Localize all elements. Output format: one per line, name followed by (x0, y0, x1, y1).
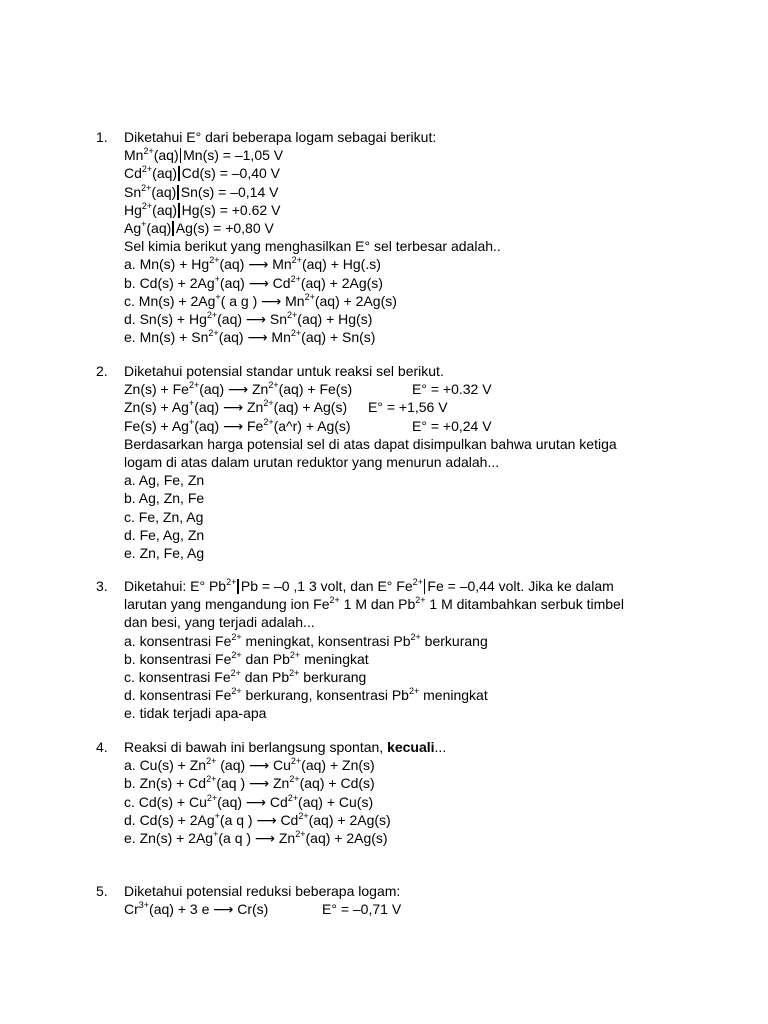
question-1 (96, 128, 696, 346)
reaction-row: Fe(s) + Ag+(aq) ⟶ $Fe^{2+}(a\^{}r) + Ag(s) E^\circ = +0,24$ V (124, 416, 492, 434)
option-a[interactable]: a. Ag, Fe, Zn (124, 472, 205, 489)
option-b[interactable]: b. Ag, Zn, Fe (124, 490, 205, 507)
question-stem: dan besi, yang terjadi adalah... (124, 614, 315, 631)
option-b[interactable]: b. $Zn(s) + Cd^{2+}(aq$ ) ⟶ $Zn^{2+}(aq) + Cd(s)$ (124, 774, 375, 792)
question-text: Berdasarkan harga potensial sel di atas dapat disimpulkan bahwa urutan ketiga (124, 435, 617, 452)
option-d[interactable]: d. Cd(s) + 2Ag+(a q ) ⟶ $Cd^{2+}(aq) + 2Ag(s)$ (124, 810, 391, 828)
potential-row: Ag+(aq) Ag(s) = +0,80 V (124, 218, 274, 236)
question-2 (96, 362, 696, 562)
question-4 (96, 738, 696, 847)
option-d[interactable]: d. $Sn(s) + Hg^{2+}(aq)$ ⟶ $Sn^{2+}(aq) + Hg(s)$ (124, 309, 373, 327)
option-a[interactable]: a. $Cu(s) + Zn^{2+}$ (aq) ⟶ $Cu^{2+}(aq) + Zn(s)$ (124, 756, 375, 774)
option-c[interactable]: c. Mn(s) + 2Ag+( a g ) ⟶ $Mn^{2+}(aq) + 2Ag(s)$ (124, 291, 397, 309)
option-d[interactable]: d. Fe, Ag, Zn (124, 526, 205, 543)
question-text: Sel kimia berikut yang menghasilkan E° sel terbesar adalah.. (124, 238, 501, 255)
answer-options (124, 471, 696, 562)
option-b[interactable]: b. Cd(s) + 2Ag+(aq) ⟶ $Cd^{2+}(aq) + 2Ag(s)$ (124, 273, 383, 291)
question-intro: Diketahui potensial reduksi beberapa logam: (124, 883, 401, 899)
option-e[interactable]: e. tidak terjadi apa-apa (124, 705, 267, 722)
question-stem: Reaksi di bawah ini berlangsung spontan, kecuali... (124, 739, 447, 755)
option-a[interactable]: a. $Mn(s) + Hg^{2+}(aq)$ ⟶ $Mn^{2+}(aq) + Hg(.s)$ (124, 255, 381, 273)
potential-row: $Hg^{2+}(aq) Hg(s) = +0.62$ V (124, 200, 281, 218)
question-intro: Diketahui potensial standar untuk reaksi sel berikut. (124, 363, 444, 379)
question-text: logam di atas dalam urutan reduktor yang menurun adalah... (124, 453, 500, 470)
question-number: 5. (96, 883, 108, 899)
option-d[interactable]: d. konsentrasi $Fe^{2+}$ berkurang, konsentrasi $Pb^{2+}$ meningkat (124, 686, 488, 704)
option-e[interactable]: e. Zn(s) + 2Ag+(a q ) ⟶ $Zn^{2+}(aq) + 2Ag(s)$ (124, 828, 388, 846)
reaction-list (124, 380, 696, 435)
option-e[interactable]: e. $Mn(s) + Sn^{2+}(aq)$ ⟶ $Mn^{2+}(aq) + Sn(s)$ (124, 328, 376, 346)
question-number: 4. (96, 739, 108, 755)
answer-options (124, 756, 696, 847)
option-a[interactable]: a. konsentrasi $Fe^{2+}$ meningkat, konsentrasi $Pb^{2+}$ berkurang (124, 631, 488, 649)
question-stem: larutan yang mengandung ion $Fe^{2+}$ 1 M dan $Pb^{2+}$ 1 M ditambahkan serbuk timbel (124, 595, 624, 613)
question-number: 3. (96, 578, 108, 594)
reaction-row: Zn(s) + Ag+(aq) ⟶ $Zn^{2+}(aq) + Ag(s) E^\circ = +1,56$ V (124, 398, 448, 416)
question-stem: Diketahui: E° $Pb^{2+}$ Pb = –0 ,1 3 volt, dan E° $Fe^{2+}$ Fe = –0,44 volt. Jika ke dalam (124, 577, 614, 594)
option-c[interactable]: c. Fe, Zn, Ag (124, 508, 204, 525)
question-number: 2. (96, 363, 108, 379)
question-intro: Diketahui E° dari beberapa logam sebagai berikut: (124, 129, 437, 145)
potential-data-list (124, 146, 696, 237)
potential-row: $Cd^{2+}(aq) Cd(s) = -0,40$ V (124, 164, 281, 182)
option-b[interactable]: b. konsentrasi $Fe^{2+}$ dan $Pb^{2+}$ meningkat (124, 649, 369, 667)
reaction-row: $Cr^{3+}(aq) + 3$ e ⟶ Cr(s) E° = –0,71 V (124, 900, 402, 918)
option-c[interactable]: c. konsentrasi $Fe^{2+}$ dan $Pb^{2+}$ berkurang (124, 667, 367, 685)
reaction-row: $Zn(s) + Fe^{2+}(aq)$ ⟶ $Zn^{2+}(aq) + Fe(s) E^\circ = +0.32$ V (124, 380, 492, 398)
question-number: 1. (96, 129, 108, 145)
option-c[interactable]: c. $Cd(s) + Cu^{2+}(aq)$ ⟶ $Cd^{2+}(aq) + Cu(s)$ (124, 792, 374, 810)
answer-options (124, 632, 696, 723)
option-e[interactable]: e. Zn, Fe, Ag (124, 544, 205, 561)
potential-row: $Sn^{2+}(aq) Sn(s) = -0,14$ V (124, 182, 279, 200)
potential-row: $Mn^{2+}(aq) Mn(s) = -1,05$ V (124, 146, 284, 164)
answer-options (124, 255, 696, 346)
question-3 (96, 577, 696, 723)
question-5 (96, 882, 696, 918)
